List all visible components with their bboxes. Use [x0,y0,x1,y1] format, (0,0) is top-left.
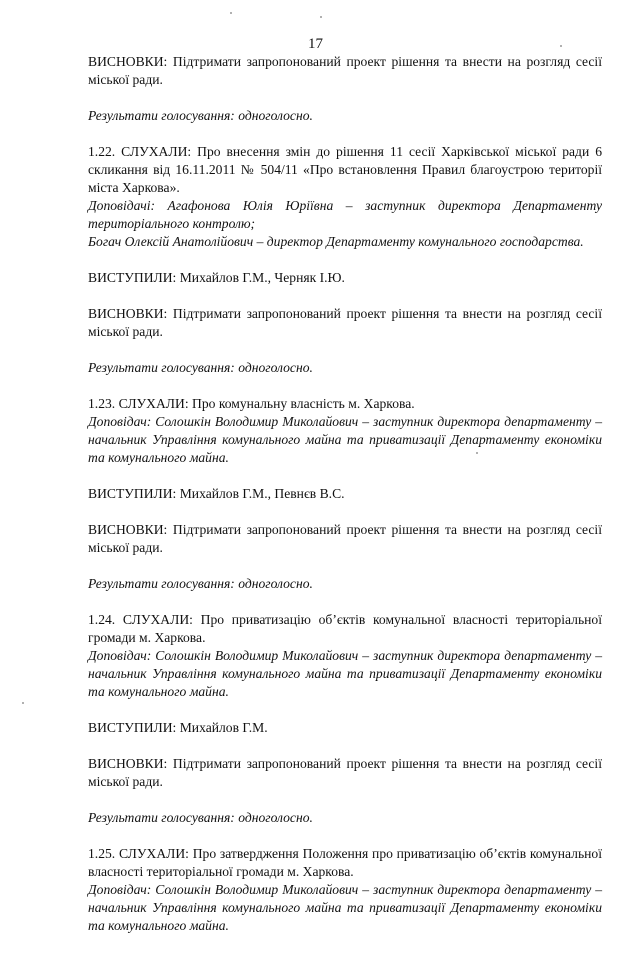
minutes-paragraph: ВИСТУПИЛИ: Михайлов Г.М., Черняк І.Ю. [88,270,345,285]
agenda-section [88,611,602,701]
voting-result: Результати голосування: одноголосно. [88,360,313,375]
minutes-paragraph: ВИСНОВКИ: Підтримати запропонований проект рішення та внести на розгляд сесії міської ради. [88,54,602,87]
agenda-section [88,143,602,251]
scan-speck [560,45,562,47]
voting-result: Результати голосування: одноголосно. [88,810,313,825]
speaker-line: Доповідач: Солошкін Володимир Миколайович – заступник директора департаменту – начальник Управління комунального майна та приватизації Департаменту економіки та комунального майна. [88,882,602,933]
agenda-section [88,395,602,467]
minutes-body [88,53,602,953]
section-heading: 1.23. СЛУХАЛИ: Про комунальну власність м. Харкова. [88,396,415,411]
minutes-paragraph: ВИСТУПИЛИ: Михайлов Г.М. [88,720,268,735]
minutes-paragraph: ВИСНОВКИ: Підтримати запропонований проект рішення та внести на розгляд сесії міської ради. [88,306,602,339]
speaker-line: Богач Олексій Анатолійович – директор Департаменту комунального господарства. [88,234,584,249]
section-heading: 1.25. СЛУХАЛИ: Про затвердження Положення про приватизацію об’єктів комунальної власності територіальної громади м. Харкова. [88,846,602,879]
speaker-line: Доповідач: Солошкін Володимир Миколайович – заступник директора департаменту – начальник Управління комунального майна та приватизації Департаменту економіки та комунального майна. [88,648,602,699]
voting-result: Результати голосування: одноголосно. [88,108,313,123]
voting-result: Результати голосування: одноголосно. [88,576,313,591]
scan-speck [22,702,24,704]
minutes-paragraph: ВИСНОВКИ: Підтримати запропонований проект рішення та внести на розгляд сесії міської ради. [88,756,602,789]
minutes-paragraph: ВИСНОВКИ: Підтримати запропонований проект рішення та внести на розгляд сесії міської ради. [88,522,602,555]
speaker-line: Доповідач: Солошкін Володимир Миколайович – заступник директора департаменту – начальник Управління комунального майна та приватизації Департаменту економіки та комунального майна. [88,414,602,465]
scan-speck [476,452,478,454]
section-heading: 1.24. СЛУХАЛИ: Про приватизацію об’єктів комунальної власності територіальної громади м. Харкова. [88,612,602,645]
section-heading: 1.22. СЛУХАЛИ: Про внесення змін до рішення 11 сесії Харківської міської ради 6 скликання від 16.11.2011 № 504/11 «Про встановлення Правил благоустрою території міста Харкова». [88,144,602,195]
scan-speck [320,16,322,18]
agenda-section [88,845,602,935]
page-number: 17 [308,36,323,52]
minutes-paragraph: ВИСТУПИЛИ: Михайлов Г.М., Певнєв В.С. [88,486,345,501]
scan-speck [230,12,232,14]
speaker-line: Доповідачі: Агафонова Юлія Юріївна – заступник директора Департаменту територіального контролю; [88,198,602,231]
